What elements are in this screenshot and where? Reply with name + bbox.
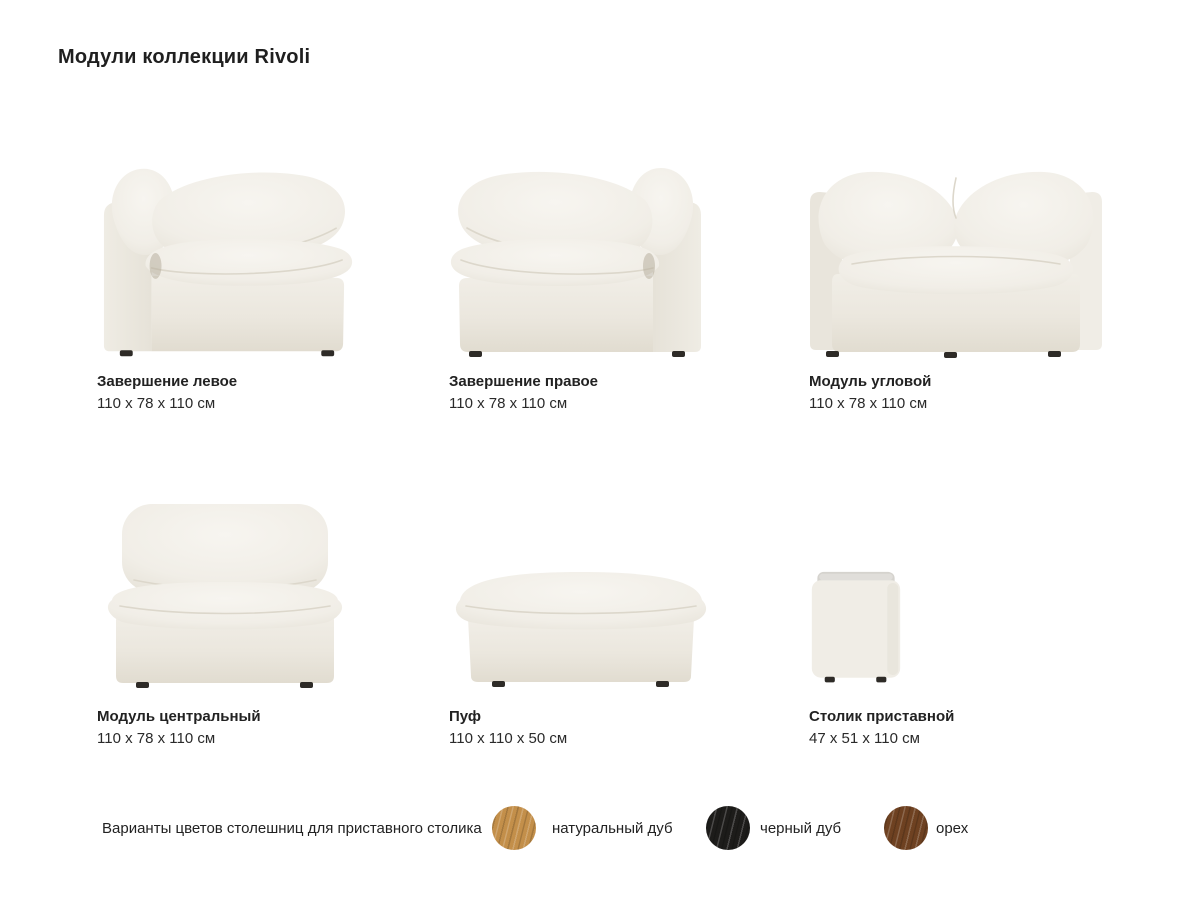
module-caption — [449, 706, 567, 750]
module-name: Модуль центральный — [97, 708, 261, 725]
module-dimensions: 110 x 78 x 110 см — [449, 395, 568, 412]
module-name: Завершение левое — [97, 373, 238, 390]
module-image-side-table — [810, 567, 902, 690]
side-table-illustration — [810, 567, 902, 690]
module-caption — [809, 706, 954, 750]
corner-sofa-illustration — [804, 158, 1108, 358]
module-image-central — [100, 498, 350, 690]
module-name: Модуль угловой — [809, 373, 932, 390]
color-swatch-label-walnut: орех — [936, 820, 969, 837]
color-swatch-black-oak — [706, 806, 750, 850]
module-image-corner — [804, 158, 1108, 358]
module-image-pouf — [448, 560, 714, 690]
central-sofa-illustration — [100, 498, 350, 690]
module-name: Завершение правое — [449, 373, 598, 390]
module-caption — [809, 371, 931, 415]
color-swatch-natural-oak — [492, 806, 536, 850]
pouf-illustration — [448, 560, 714, 690]
module-dimensions: 110 x 110 x 50 см — [449, 730, 568, 747]
module-image-right-end — [446, 158, 708, 358]
tabletop-colors-label: Варианты цветов столешниц для приставного столика — [102, 820, 482, 837]
module-dimensions: 110 x 78 x 110 см — [809, 395, 928, 412]
module-caption — [97, 706, 261, 750]
color-swatch-label-natural-oak: натуральный дуб — [552, 820, 673, 837]
module-dimensions: 110 x 78 x 110 см — [97, 730, 216, 747]
module-dimensions: 47 x 51 x 110 см — [809, 730, 920, 747]
module-dimensions: 110 x 78 x 110 см — [97, 395, 216, 412]
color-swatch-walnut — [884, 806, 928, 850]
right-end-sofa-illustration — [446, 158, 708, 358]
color-swatch-label-black-oak: черный дуб — [760, 820, 842, 837]
page-title: Модули коллекции Rivoli — [58, 46, 311, 68]
module-caption — [449, 371, 598, 415]
module-name: Столик приставной — [809, 708, 955, 725]
module-caption — [97, 371, 237, 415]
module-image-left-end — [98, 158, 356, 358]
left-end-sofa-illustration — [98, 158, 356, 358]
module-name: Пуф — [449, 708, 482, 725]
